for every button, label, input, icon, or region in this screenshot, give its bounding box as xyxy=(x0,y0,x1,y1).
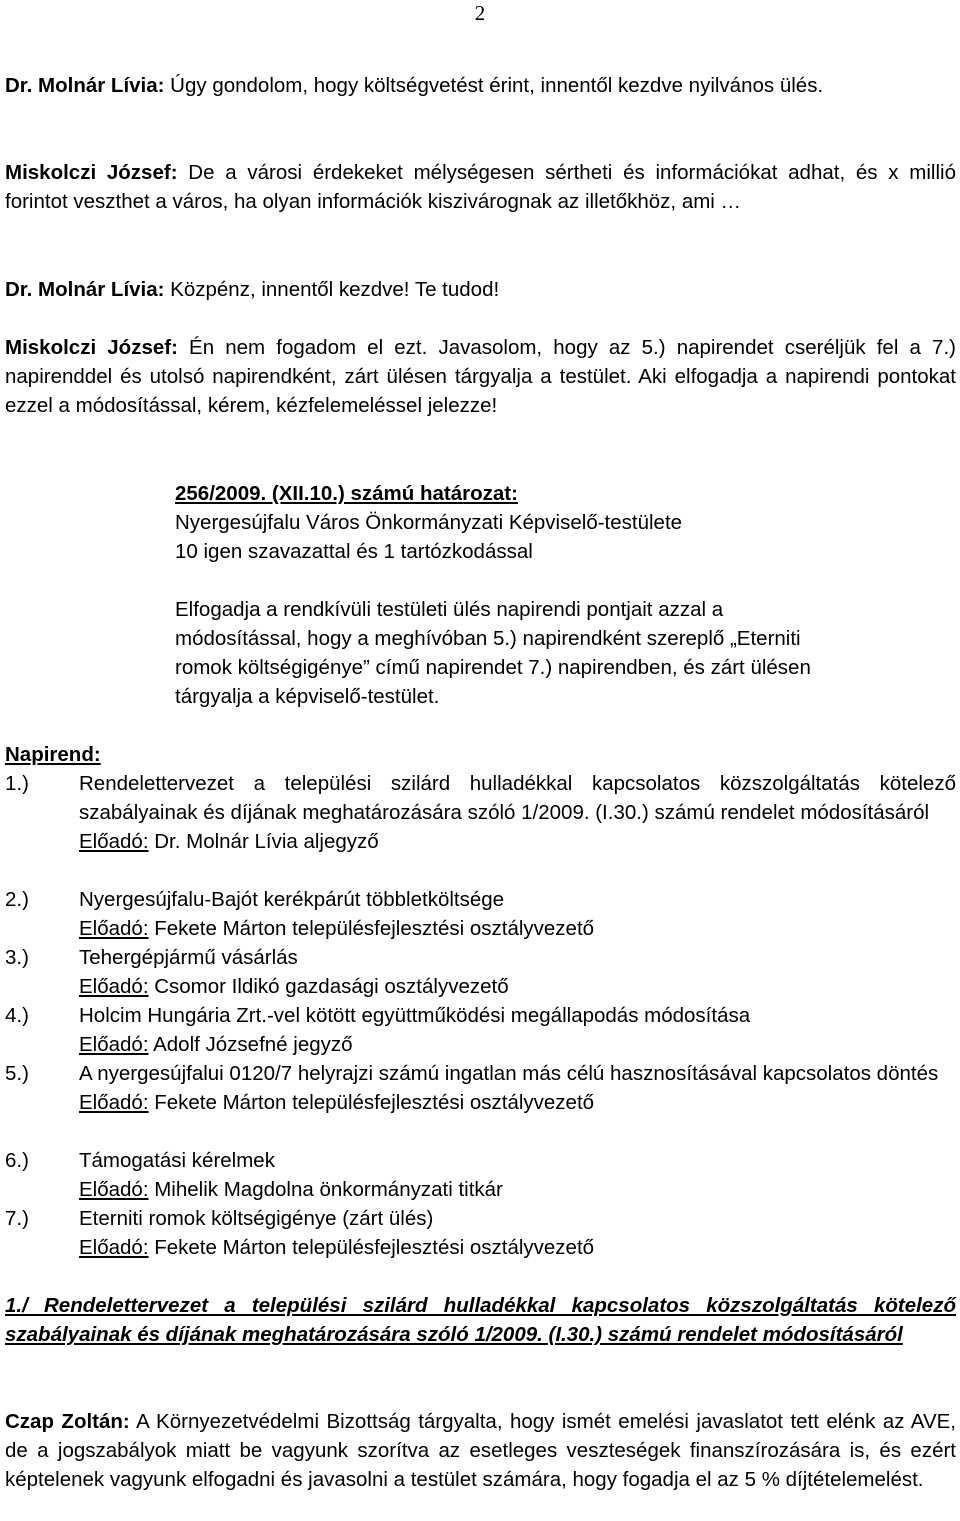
page-number: 2 xyxy=(474,1,486,25)
presenter-label: Előadó: xyxy=(79,1236,149,1259)
speaker-name: Dr. Molnár Lívia: xyxy=(5,278,165,301)
agenda-item-body xyxy=(79,885,956,943)
resolution-body-line: 10 igen szavazattal és 1 tartózkodással xyxy=(175,540,533,563)
paragraph-miskolczi-1 xyxy=(5,158,956,216)
agenda-item-number: 3.) xyxy=(5,946,29,969)
agenda-item-body xyxy=(79,1001,956,1059)
paragraph-text: De a városi érdekeket mélységesen sértheti és információkat adhat, és x millió forintot veszthet a város, ha olyan információk kiszivárognak az illetőkhöz, ami … xyxy=(5,161,956,213)
agenda-item-presenter xyxy=(79,1233,956,1262)
agenda-item-title: Holcim Hungária Zrt.-vel kötött együttműködési megállapodás módosítása xyxy=(79,1004,751,1027)
agenda-item-body xyxy=(79,1146,956,1204)
paragraph-text: Én nem fogadom el ezt. Javasolom, hogy az 5.) napirendet cseréljük fel a 7.) napirenddel és utolsó napirendként, zárt ülésen tárgyalja a testület. Aki elfogadja a napirendi pontokat ezzel a módosítással, kérem, kézfelemeléssel jelezze! xyxy=(5,336,956,417)
paragraph-miskolczi-2 xyxy=(5,333,956,420)
paragraph-molnar-2 xyxy=(5,275,956,304)
presenter-label: Előadó: xyxy=(79,1091,149,1114)
presenter-name: Fekete Márton településfejlesztési osztályvezető xyxy=(148,1091,595,1114)
speaker-name: Czap Zoltán: xyxy=(5,1410,130,1433)
agenda-item-title: Nyergesújfalu-Bajót kerékpárút többletköltsége xyxy=(79,888,505,911)
resolution-decision: Elfogadja a rendkívüli testületi ülés napirendi pontjait azzal a módosítással, hogy a meghívóban 5.) napirendként szereplő „Eterniti romok költségigénye” című napirendet 7.) napirendben, és zárt ülésen tárgyalja a képviselő-testület. xyxy=(175,598,811,708)
agenda-item-title: Rendelettervezet a települési szilárd hulladékkal kapcsolatos közszolgáltatás kötelező szabályainak és díjának meghatározására szóló 1/2009. (I.30.) számú rendelet módosításáról xyxy=(79,772,956,824)
agenda-item-presenter xyxy=(79,1030,956,1059)
agenda-heading-text: Napirend: xyxy=(5,743,101,766)
agenda-item-title: Támogatási kérelmek xyxy=(79,1149,275,1172)
paragraph-text: Úgy gondolom, hogy költségvetést érint, innentől kezdve nyilvános ülés. xyxy=(164,74,824,97)
agenda-item xyxy=(0,885,960,943)
presenter-label: Előadó: xyxy=(79,1033,149,1056)
agenda-item-number: 5.) xyxy=(5,1062,29,1085)
agenda-item xyxy=(0,1001,960,1059)
agenda-item xyxy=(0,769,960,885)
agenda-item-title: A nyergesújfalui 0120/7 helyrajzi számú ingatlan más célú hasznosításával kapcsolatos döntés xyxy=(79,1062,939,1085)
agenda-item-body xyxy=(79,1204,956,1262)
agenda-item-body xyxy=(79,943,956,1001)
paragraph-text: A Környezetvédelmi Bizottság tárgyalta, hogy ismét emelési javaslatot tett elénk az AVE, de a jogszabályok miatt be vagyunk szorítva az esetleges veszteségek finanszírozására is, és ezért képtelenek vagyunk elfogadni és javasolni a testület számára, hogy fogadja el az 5 % díjtételemelést. xyxy=(5,1410,956,1491)
presenter-name: Mihelik Magdolna önkormányzati titkár xyxy=(148,1178,503,1201)
speaker-name: Miskolczi József: xyxy=(5,161,178,184)
agenda-item xyxy=(0,1059,960,1146)
speaker-name: Miskolczi József: xyxy=(5,336,178,359)
agenda-item-presenter xyxy=(79,827,956,856)
resolution-body-line: Nyergesújfalu Város Önkormányzati Képviselő-testülete xyxy=(175,511,683,534)
presenter-label: Előadó: xyxy=(79,975,149,998)
agenda-item-presenter xyxy=(79,1175,956,1204)
agenda-item xyxy=(0,943,960,1001)
resolution-block xyxy=(175,479,956,711)
agenda-item-body xyxy=(79,1059,956,1117)
agenda-item-number: 1.) xyxy=(5,772,29,795)
agenda-item-title: Eterniti romok költségigénye (zárt ülés) xyxy=(79,1207,434,1230)
agenda-item xyxy=(0,1204,960,1262)
agenda-item-body xyxy=(79,769,956,856)
paragraph-molnar-1 xyxy=(5,71,956,100)
agenda-item-presenter xyxy=(79,1088,956,1117)
presenter-label: Előadó: xyxy=(79,830,149,853)
presenter-label: Előadó: xyxy=(79,917,149,940)
section-heading: 1./ Rendelettervezet a települési szilárd hulladékkal kapcsolatos közszolgáltatás kötelező szabályainak és díjának meghatározására szóló 1/2009. (I.30.) számú rendelet módosításáról xyxy=(5,1294,956,1346)
agenda-item-number: 6.) xyxy=(5,1149,29,1172)
agenda-item xyxy=(0,1146,960,1204)
paragraph-czap xyxy=(5,1407,956,1494)
agenda-item-number: 7.) xyxy=(5,1207,29,1230)
presenter-name: Fekete Márton településfejlesztési osztályvezető xyxy=(148,1236,595,1259)
resolution-title: 256/2009. (XII.10.) számú határozat: xyxy=(175,482,518,505)
paragraph-text: Közpénz, innentől kezdve! Te tudod! xyxy=(164,278,500,301)
agenda-item-number: 4.) xyxy=(5,1004,29,1027)
presenter-name: Adolf Józsefné jegyző xyxy=(148,1033,353,1056)
agenda-item-number: 2.) xyxy=(5,888,29,911)
agenda-item-presenter xyxy=(79,914,956,943)
presenter-name: Fekete Márton településfejlesztési osztályvezető xyxy=(148,917,595,940)
agenda-heading xyxy=(5,740,960,769)
presenter-label: Előadó: xyxy=(79,1178,149,1201)
presenter-name: Dr. Molnár Lívia aljegyző xyxy=(148,830,379,853)
agenda-item-presenter xyxy=(79,972,956,1001)
agenda-item-title: Tehergépjármű vásárlás xyxy=(79,946,298,969)
speaker-name: Dr. Molnár Lívia: xyxy=(5,74,165,97)
presenter-name: Csomor Ildikó gazdasági osztályvezető xyxy=(148,975,509,998)
